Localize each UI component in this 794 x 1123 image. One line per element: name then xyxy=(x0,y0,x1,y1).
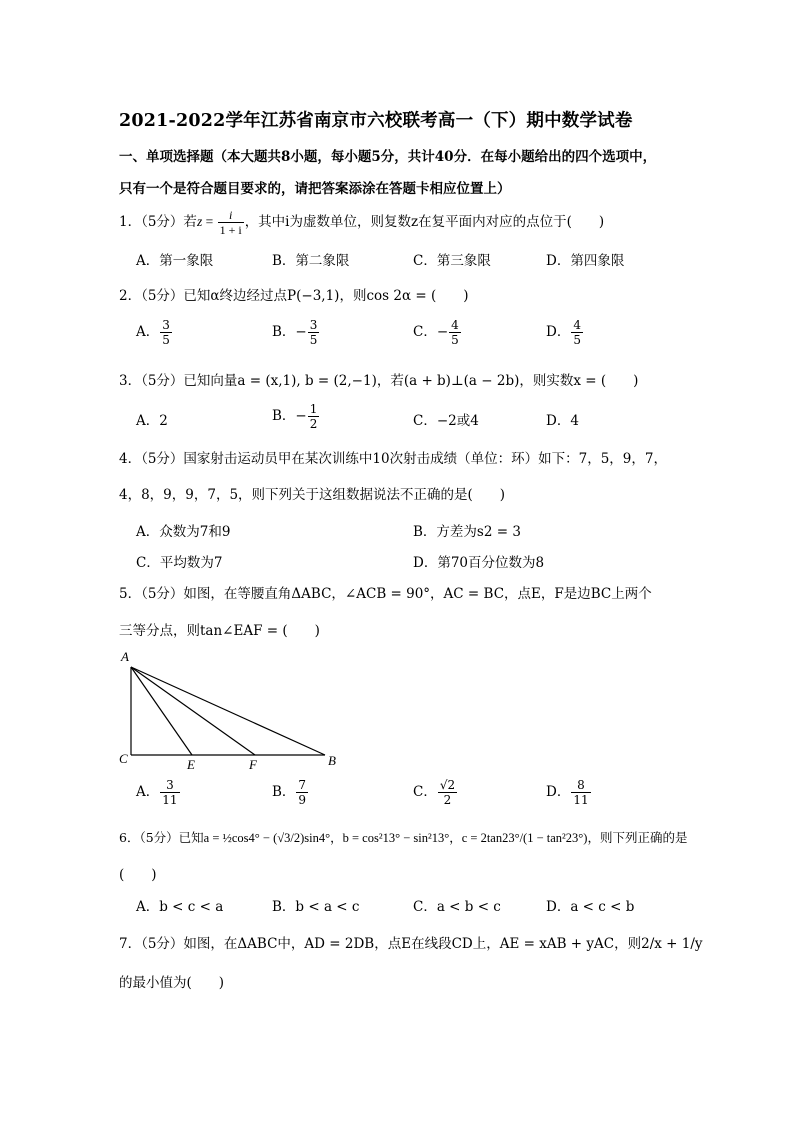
q3-b-letter: B． xyxy=(272,408,296,424)
q3-option-b xyxy=(272,402,320,431)
q5-option-b xyxy=(272,778,309,807)
q2-option-b xyxy=(272,318,320,347)
q3-b-frac xyxy=(308,402,320,431)
question-1 xyxy=(119,208,604,237)
segment-af xyxy=(131,667,255,755)
q3-b-sign: − xyxy=(295,408,307,424)
q5-option-d xyxy=(546,778,592,807)
q3-option-c: C．−2或4 xyxy=(413,413,479,429)
q2-a-num: 3 xyxy=(162,318,170,332)
q5-c-num: √2 xyxy=(439,778,456,792)
label-a: A xyxy=(121,649,129,664)
q2-c-sign: − xyxy=(436,324,449,340)
label-b: B xyxy=(328,753,336,768)
q2-b-letter: B． xyxy=(272,324,296,340)
q1-fraction xyxy=(218,208,244,237)
q2-c-den: 5 xyxy=(451,333,459,347)
q5-a-letter: A． xyxy=(136,784,160,800)
q5-option-a xyxy=(136,778,181,807)
q2-b-sign: − xyxy=(295,324,307,340)
q5-a-num: 3 xyxy=(166,778,174,792)
q4-option-b: B．方差为s2 = 3 xyxy=(413,524,521,540)
q6-paren: ( ) xyxy=(119,867,157,883)
q2-b-frac xyxy=(308,318,320,347)
q1-eq: = xyxy=(202,214,217,229)
q5-c-frac xyxy=(438,778,457,807)
q3-option-a: A．2 xyxy=(136,413,168,429)
question-5-line1: 5．（5分）如图，在等腰直角ΔABC，∠ACB = 90°，AC = BC，点E，F是边BC上两个 xyxy=(119,586,652,602)
q2-d-frac xyxy=(571,318,583,347)
q5-c-den: 2 xyxy=(438,792,457,807)
q6-option-c: C．a < b < c xyxy=(413,899,501,915)
q2-d-num: 4 xyxy=(573,318,581,332)
q2-c-num: 4 xyxy=(451,318,459,332)
section-header-line2: 只有一个是符合题目要求的，请把答案添涂在答题卡相应位置上） xyxy=(119,181,511,197)
q1-z: z xyxy=(196,214,203,229)
q4-option-d: D．第70百分位数为8 xyxy=(413,555,545,571)
q4-option-a: A．众数为7和9 xyxy=(136,524,231,540)
q2-d-letter: D． xyxy=(546,324,571,340)
q5-d-letter: D． xyxy=(546,784,571,800)
question-4-line1: 4．（5分）国家射击运动员甲在某次训练中10次射击成绩（单位：环）如下：7，5，9，7， xyxy=(119,451,667,467)
q6-c-def: c = 2tan23°/(1 − tan²23°) xyxy=(461,831,588,845)
q1-option-d: D．第四象限 xyxy=(546,253,625,269)
q6-option-a: A．b < c < a xyxy=(136,899,224,915)
q6-prefix: 6．（5分）已知 xyxy=(119,830,204,845)
q5-a-frac xyxy=(160,778,179,807)
q2-option-a xyxy=(136,318,173,347)
q6-option-b: B．b < a < c xyxy=(272,899,360,915)
q2-a-den: 5 xyxy=(162,333,170,347)
q2-option-c xyxy=(413,318,462,347)
q2-d-den: 5 xyxy=(573,333,581,347)
triangle-figure xyxy=(115,645,355,773)
q6-a-def: a = ½cos4° − (√3/2)sin4° xyxy=(203,831,331,845)
q5-option-c xyxy=(413,778,458,807)
question-4-line2: 4，8，9，9，7，5，则下列关于这组数据说法不正确的是( ) xyxy=(119,487,506,503)
q4-option-c: C．平均数为7 xyxy=(136,555,223,571)
section-header-line1: 一、单项选择题（本大题共8小题，每小题5分，共计40分．在每小题给出的四个选项中， xyxy=(119,149,657,165)
label-f: F xyxy=(249,757,257,772)
question-6: 6．（5分）已知a = ½cos4° − (√3/2)sin4°，b = cos²13° − sin²13°，c = 2tan23°/(1 − tan²23°)，则下列正确的是 xyxy=(119,830,688,845)
q2-c-frac xyxy=(449,318,461,347)
q6-b-def: b = cos²13° − sin²13° xyxy=(342,831,450,845)
q1-prefix: 1．（5分）若 xyxy=(119,214,197,230)
question-2: 2．（5分）已知α终边经过点P(−3,1)，则cos 2α = ( ) xyxy=(119,288,469,304)
q5-c-letter: C． xyxy=(413,784,437,800)
q2-a-letter: A． xyxy=(136,324,160,340)
q2-option-d xyxy=(546,318,584,347)
q5-d-den: 11 xyxy=(573,793,589,807)
q1-suffix: ，其中i为虚数单位，则复数z在复平面内对应的点位于( ) xyxy=(244,214,605,230)
q2-b-den: 5 xyxy=(309,333,318,347)
question-3: 3．（5分）已知向量a = (x,1), b = (2,−1)，若(a + b)⊥(a − 2b)，则实数x = ( ) xyxy=(119,373,639,389)
q1-frac-den: 1 + i xyxy=(219,223,242,237)
question-7-line2: 的最小值为( ) xyxy=(119,975,225,991)
question-7-line1: 7．（5分）如图，在ΔABC中，AD = 2DB，点E在线段CD上，AE = xAB + yAC，则2/x + 1/y xyxy=(119,936,703,952)
q1-option-a: A．第一象限 xyxy=(136,253,214,269)
side-ab xyxy=(131,667,325,755)
label-e: E xyxy=(187,757,195,772)
q3-option-d: D．4 xyxy=(546,413,579,429)
q2-c-letter: C． xyxy=(413,324,437,340)
q5-d-num: 8 xyxy=(577,778,585,792)
q2-b-num: 3 xyxy=(309,318,318,332)
q5-a-den: 11 xyxy=(162,793,178,807)
label-c: C xyxy=(119,751,128,766)
q1-option-b: B．第二象限 xyxy=(272,253,350,269)
q6-option-d: D．a < c < b xyxy=(546,899,635,915)
q1-frac-num: i xyxy=(228,208,233,222)
q1-option-c: C．第三象限 xyxy=(413,253,491,269)
page-title: 2021-2022学年江苏省南京市六校联考高一（下）期中数学试卷 xyxy=(119,111,633,131)
question-5-line2: 三等分点，则tan∠EAF = ( ) xyxy=(119,623,320,639)
q5-d-frac xyxy=(571,778,590,807)
q5-b-frac xyxy=(296,778,308,807)
q3-b-num: 1 xyxy=(309,402,318,416)
q2-a-frac xyxy=(160,318,172,347)
q5-b-letter: B． xyxy=(272,784,296,800)
q5-b-num: 7 xyxy=(298,778,307,792)
q5-b-den: 9 xyxy=(298,793,307,807)
q3-b-den: 2 xyxy=(309,417,318,431)
q6-suffix: ，则下列正确的是 xyxy=(587,830,688,845)
